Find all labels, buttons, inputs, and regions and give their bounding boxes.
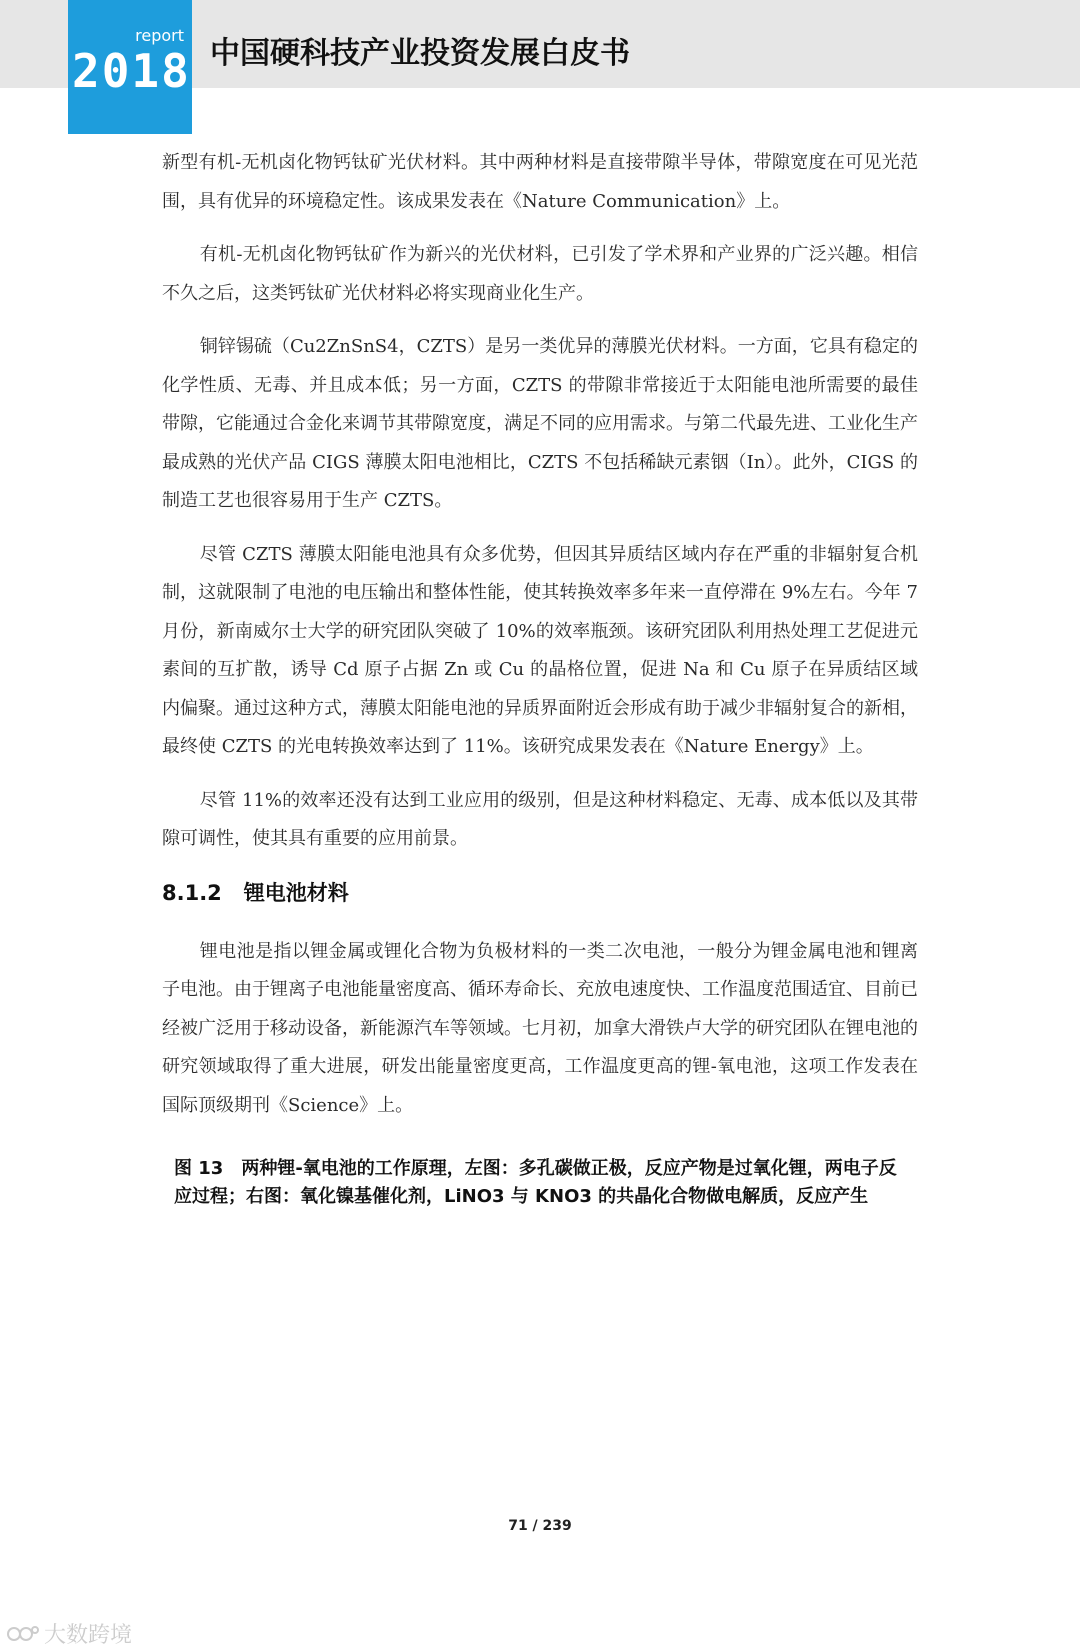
- watermark-text: 大数跨境: [44, 1623, 133, 1648]
- page-number: 71 / 239: [508, 1518, 572, 1534]
- paragraph-lithium-battery: 锂电池是指以锂金属或锂化合物为负极材料的一类二次电池，一般分为锂金属电池和锂离子电池。由于锂离子电池能量密度高、循环寿命长、充放电速度快、工作温度范围适宜、目前已经被广泛用于移动设备，新能源汽车等领域。七月初，加拿大滑铁卢大学的研究团队在锂电池的研究领域取得了重大进展，研发出能量密度更高，工作温度更高的锂-氧电池，这项工作发表在国际顶级期刊《Science》上。: [162, 940, 918, 1116]
- section-number: 8.1.2: [162, 880, 222, 905]
- logo-year-text: 2018: [72, 44, 191, 98]
- paragraph-perovskite-outlook: 有机-无机卤化物钙钛矿作为新兴的光伏材料，已引发了学术界和产业界的广泛兴趣。相信不久之后，这类钙钛矿光伏材料必将实现商业化生产。: [162, 244, 918, 304]
- paragraph-czts-intro: 铜锌锡硫（Cu2ZnSnS4，CZTS）是另一类优异的薄膜光伏材料。一方面，它具有稳定的化学性质、无毒、并且成本低；另一方面，CZTS 的带隙非常接近于太阳能电池所需要的最佳带隙，它能通过合金化来调节其带隙宽度，满足不同的应用需求。与第二代最先进、工业化生产最成熟的光伏产品 CIGS 薄膜太阳电池相比，CZTS 不包括稀缺元素铟（In）。此外，CIGS 的制造工艺也很容易用于生产 CZTS。: [162, 336, 918, 511]
- watermark: [6, 1618, 132, 1649]
- section-title: 锂电池材料: [243, 880, 349, 905]
- paragraph-perovskite-continued: 新型有机-无机卤化物钙钛矿光伏材料。其中两种材料是直接带隙半导体，带隙宽度在可见光范围，具有优异的环境稳定性。该成果发表在《Nature Communication》上。: [162, 152, 918, 212]
- section-heading: [162, 877, 918, 907]
- report-logo: [68, 0, 192, 134]
- logo-report-text: report: [135, 26, 184, 45]
- page-content: [162, 144, 918, 1211]
- figure-caption: 图 13 两种锂-氧电池的工作原理，左图：多孔碳做正极，反应产物是过氧化锂，两电子反应过程；右图：氧化镍基催化剂，LiNO3 与 KNO3 的共晶化合物做电解质，反应产生: [174, 1158, 897, 1207]
- document-title: 中国硬科技产业投资发展白皮书: [210, 36, 630, 71]
- watermark-logo-icon: [6, 1623, 40, 1645]
- paragraph-czts-efficiency: 尽管 CZTS 薄膜太阳能电池具有众多优势，但因其异质结区域内存在严重的非辐射复合机制，这就限制了电池的电压输出和整体性能，使其转换效率多年来一直停滞在 9%左右。今年 7 月份，新南威尔士大学的研究团队突破了 10%的效率瓶颈。该研究团队利用热处理工艺促进元素间的互扩散，诱导 Cd 原子占据 Zn 或 Cu 的晶格位置，促进 Na 和 Cu 原子在异质结区域内偏聚。通过这种方式，薄膜太阳能电池的异质界面附近会形成有助于减少非辐射复合的新相，最终使 CZTS 的光电转换效率达到了 11%。该研究成果发表在《Nature Energy》上。: [162, 543, 918, 757]
- paragraph-czts-prospects: 尽管 11%的效率还没有达到工业应用的级别，但是这种材料稳定、无毒、成本低以及其带隙可调性，使其具有重要的应用前景。: [162, 789, 918, 849]
